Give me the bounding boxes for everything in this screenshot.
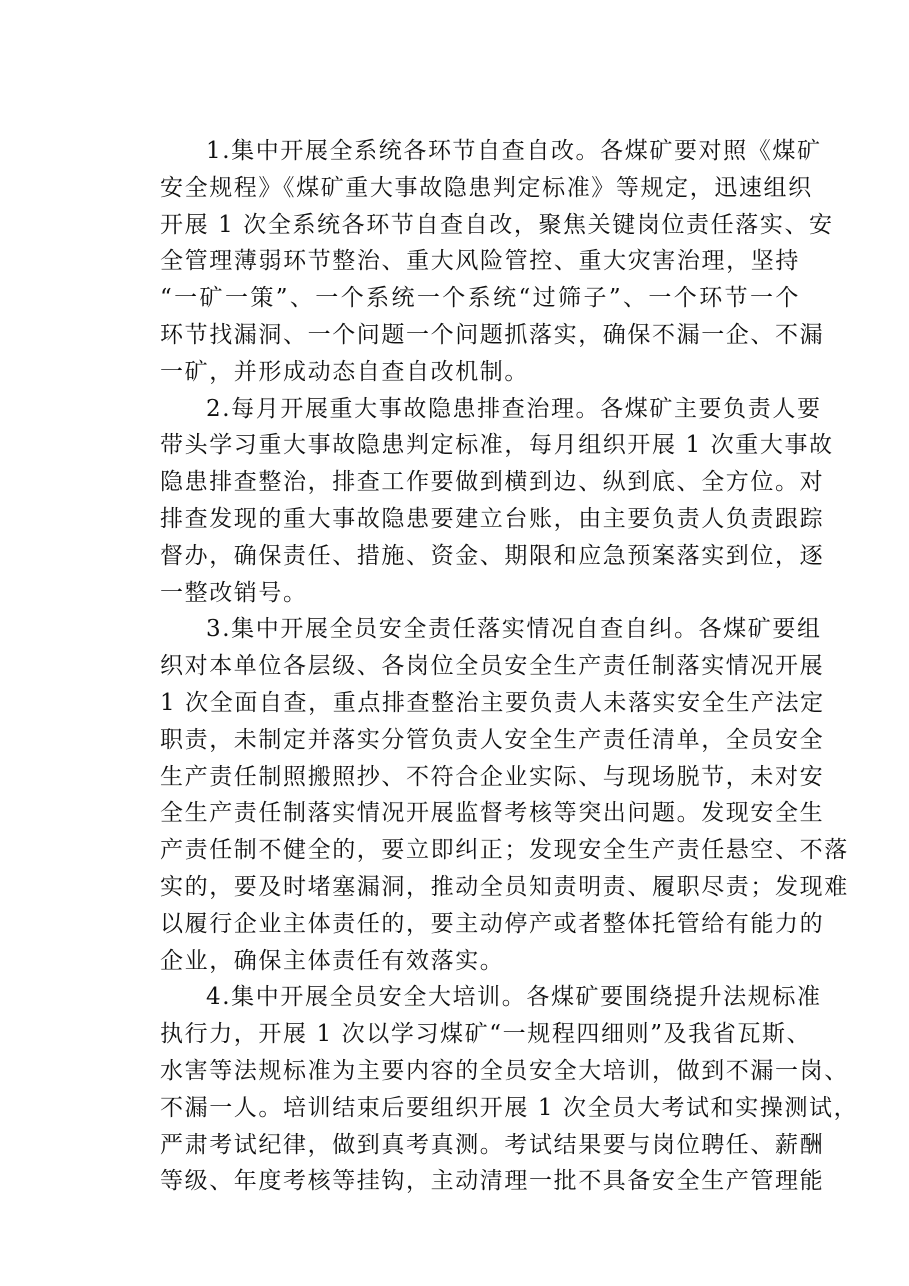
text-line: 安全规程》《煤矿重大事故隐患判定标准》等规定，迅速组织 — [160, 174, 813, 201]
text-line: 全生产责任制落实情况开展监督考核等突出问题。发现安全生 — [160, 800, 825, 827]
text-line: 织对本单位各层级、各岗位全员安全生产责任制落实情况开展 — [160, 653, 825, 680]
text-line: 排查发现的重大事故隐患要建立台账，由主要负责人负责跟踪 — [160, 505, 825, 532]
text-line: 产责任制不健全的，要立即纠正；发现安全生产责任悬空、不落 — [160, 837, 849, 864]
text-line: 4.集中开展全员安全大培训。各煤矿要围绕提升法规标准 — [206, 984, 822, 1011]
text-line: 执行力，开展 1 次以学习煤矿“一规程四细则”及我省瓦斯、 — [160, 1021, 812, 1048]
document-body — [114, 133, 859, 1200]
text-line: 一整改销号。 — [160, 579, 308, 606]
text-line: 1 次全面自查，重点排查整治主要负责人未落实安全生产法定 — [160, 689, 825, 716]
text-line: 企业，确保主体责任有效落实。 — [160, 947, 505, 974]
text-line: 隐患排查整治，排查工作要做到横到边、纵到底、全方位。对 — [160, 469, 825, 496]
text-line: 实的，要及时堵塞漏洞，推动全员知责明责、履职尽责；发现难 — [160, 873, 849, 900]
text-line: 严肃考试纪律，做到真考真测。考试结果要与岗位聘任、薪酬 — [160, 1131, 825, 1158]
paragraph-3 — [114, 611, 849, 979]
text-line: 等级、年度考核等挂钩，主动清理一批不具备安全生产管理能 — [160, 1168, 825, 1195]
paragraph-1 — [114, 133, 834, 391]
text-line: 全管理薄弱环节整治、重大风险管控、重大灾害治理，坚持 — [160, 248, 800, 275]
text-line: 2.每月开展重大事故隐患排查治理。各煤矿主要负责人要 — [206, 395, 822, 422]
text-line: 督办，确保责任、措施、资金、期限和应急预案落实到位，逐 — [160, 542, 825, 569]
text-line: 3.集中开展全员安全责任落实情况自查自纠。各煤矿要组 — [206, 616, 822, 643]
text-line: 环节找漏洞、一个问题一个问题抓落实，确保不漏一企、不漏 — [160, 321, 825, 348]
paragraph-2 — [114, 391, 834, 612]
text-line: 1.集中开展全系统各环节自查自改。各煤矿要对照《煤矿 — [206, 138, 822, 164]
text-line: 开展 1 次全系统各环节自查自改，聚焦关键岗位责任落实、安 — [160, 211, 834, 238]
paragraph-4 — [114, 979, 859, 1200]
text-line: 生产责任制照搬照抄、不符合企业实际、与现场脱节，未对安 — [160, 763, 825, 790]
text-line: 一矿，并形成动态自查自改机制。 — [160, 358, 529, 385]
text-line: 水害等法规标准为主要内容的全员安全大培训，做到不漏一岗、 — [160, 1057, 849, 1084]
text-line: 不漏一人。培训结束后要组织开展 1 次全员大考试和实操测试， — [160, 1094, 859, 1121]
text-line: 职责，未制定并落实分管负责人安全生产责任清单，全员安全 — [160, 726, 825, 753]
text-line: “一矿一策”、一个系统一个系统“过筛子”、一个环节一个 — [160, 285, 800, 312]
text-line: 带头学习重大事故隐患判定标准，每月组织开展 1 次重大事故 — [160, 432, 834, 459]
text-line: 以履行企业主体责任的，要主动停产或者整体托管给有能力的 — [160, 910, 825, 937]
